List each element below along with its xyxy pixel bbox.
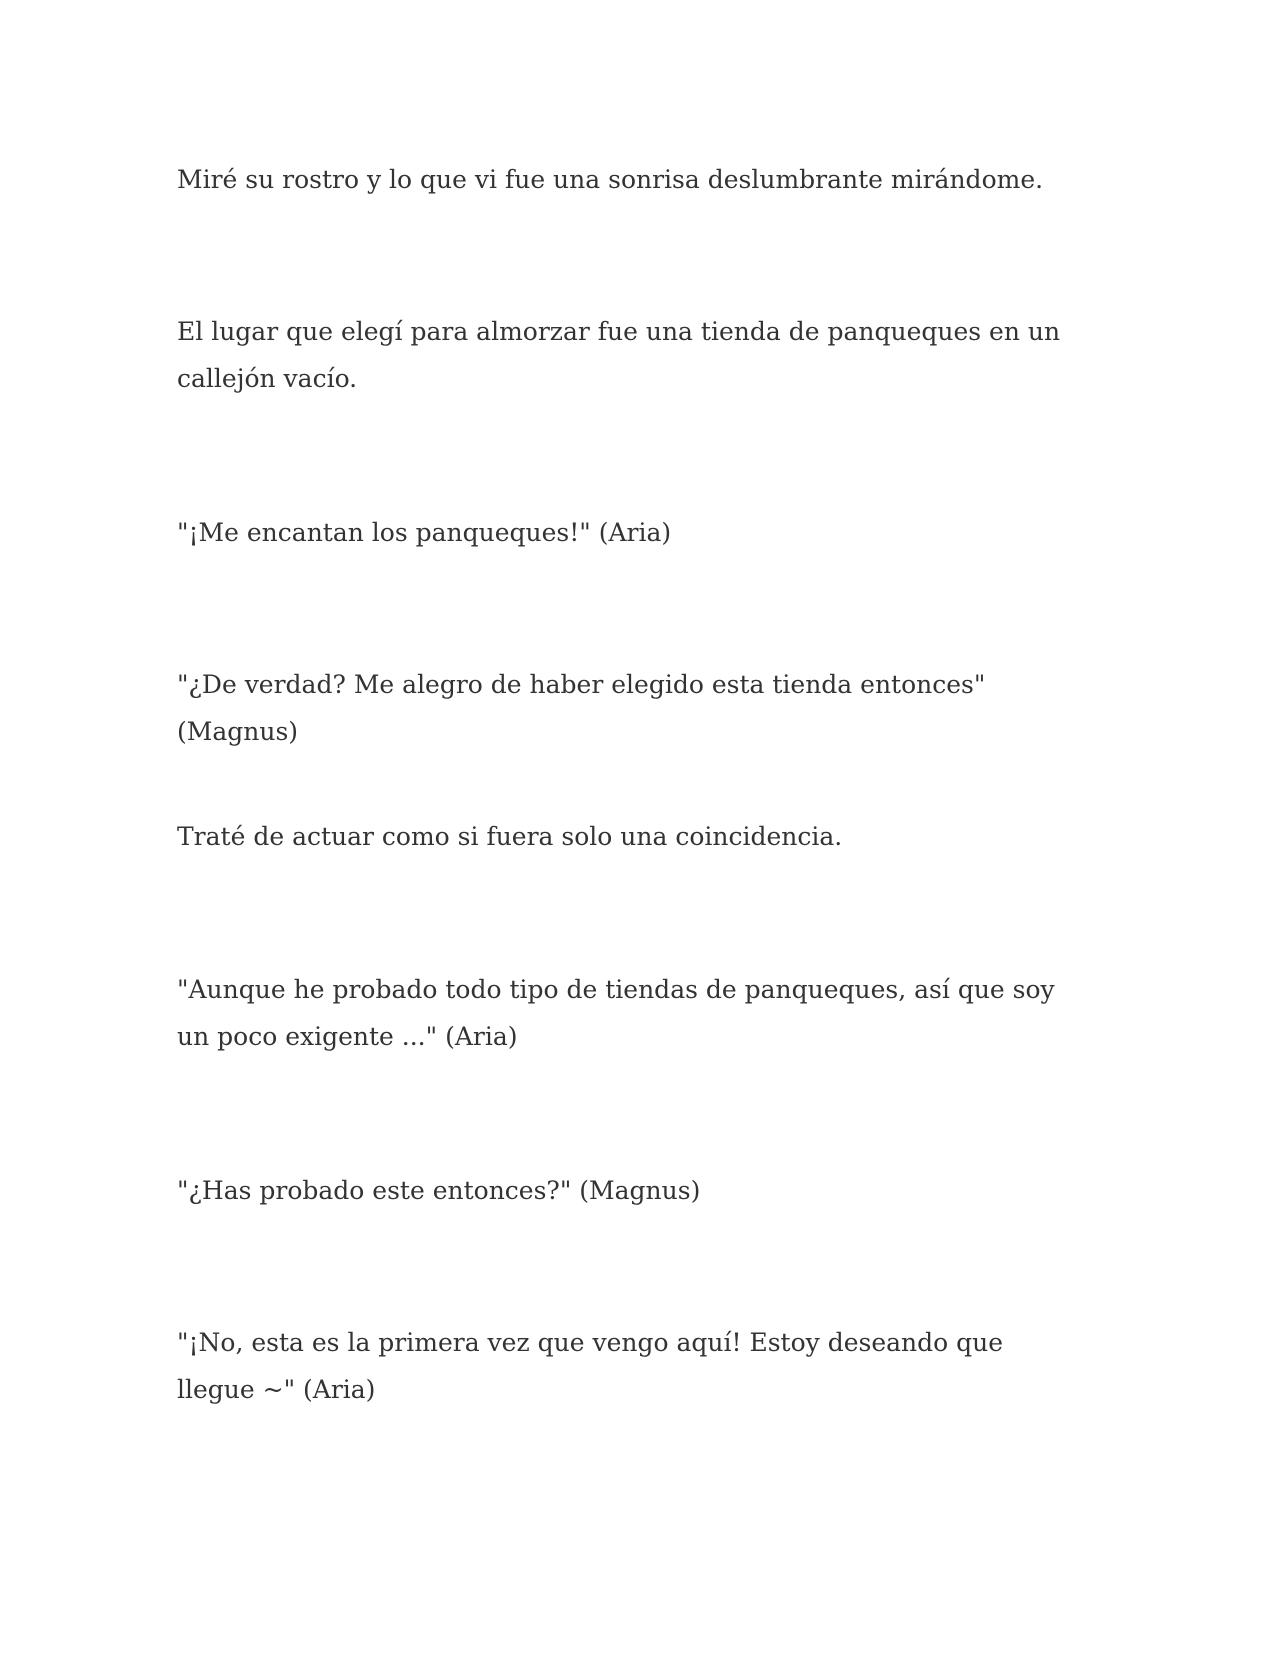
paragraph-5: Traté de actuar como si fuera solo una coincidencia. [177, 822, 843, 851]
paragraph-6: "Aunque he probado todo tipo de tiendas de panqueques, así que soy un poco exigente ..." (Aria) [177, 975, 1055, 1051]
paragraph-4: "¿De verdad? Me alegro de haber elegido esta tienda entonces" (Magnus) [177, 670, 986, 746]
paragraph-7: "¿Has probado este entonces?" (Magnus) [177, 1176, 701, 1205]
paragraph-3: "¡Me encantan los panqueques!" (Aria) [177, 518, 672, 547]
paragraph-8: "¡No, esta es la primera vez que vengo aquí! Estoy deseando que llegue ~" (Aria) [177, 1328, 1004, 1404]
paragraph-2: El lugar que elegí para almorzar fue una tienda de panqueques en un callejón vacío. [177, 317, 1061, 393]
paragraph-1: Miré su rostro y lo que vi fue una sonrisa deslumbrante mirándome. [177, 165, 1044, 194]
